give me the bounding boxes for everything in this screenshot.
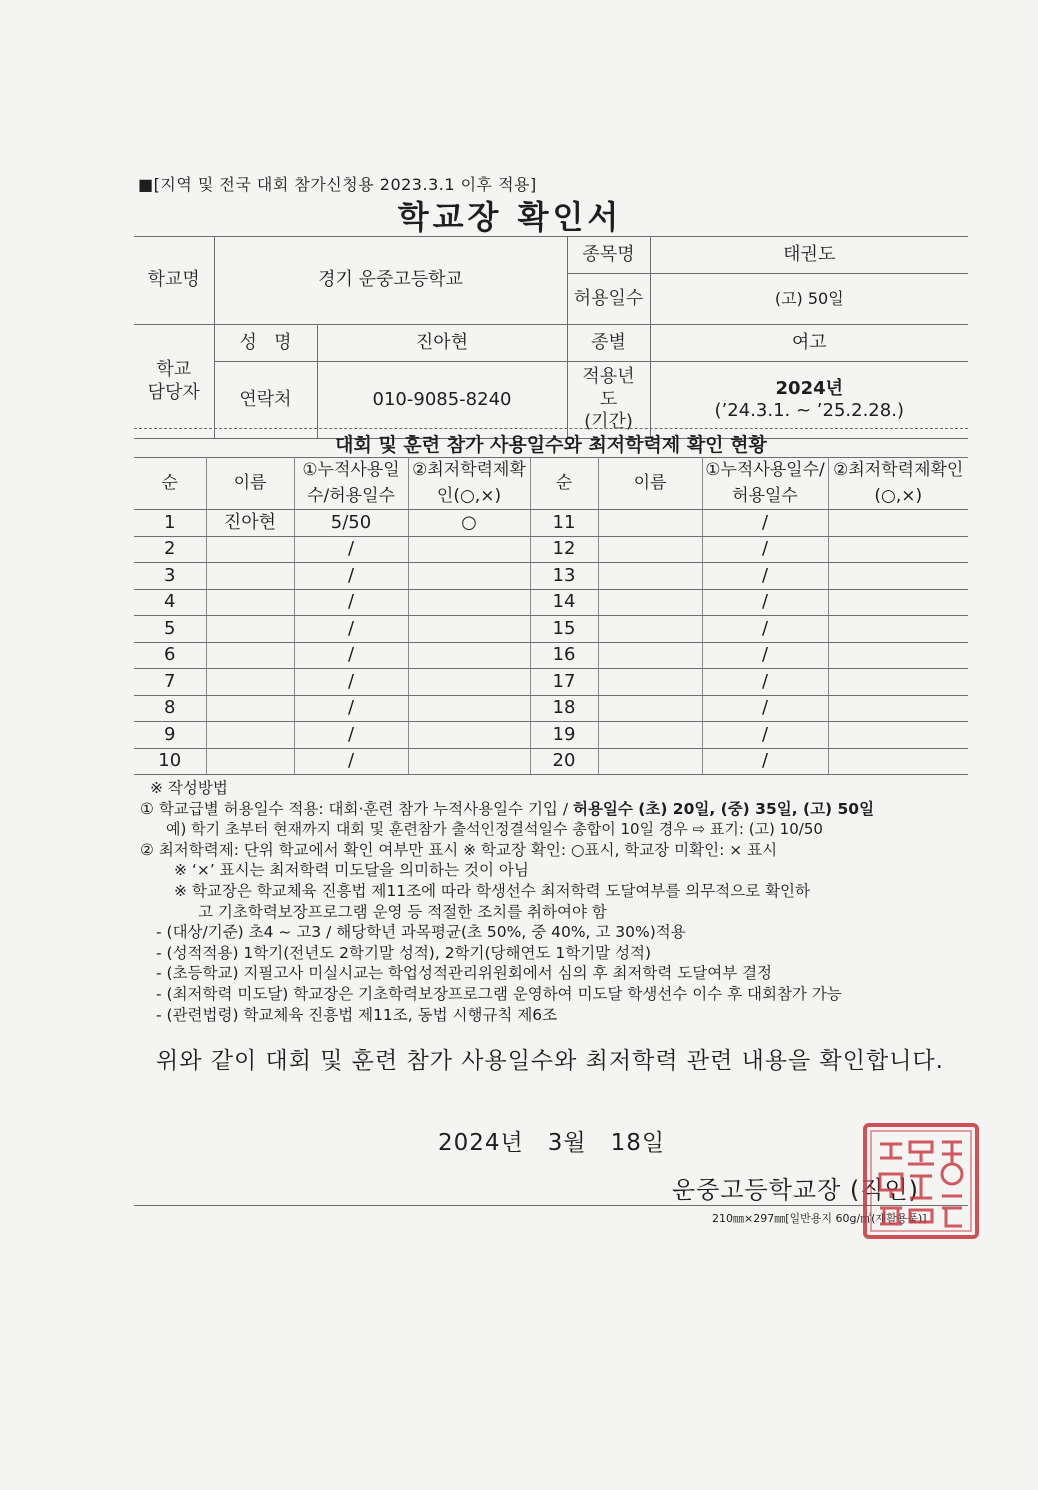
row-days: / <box>294 563 408 590</box>
row-check <box>408 536 530 563</box>
row-check <box>828 642 968 669</box>
row-check <box>828 669 968 696</box>
row-name <box>598 695 702 722</box>
participation-grid <box>134 457 968 775</box>
row-no: 10 <box>134 748 206 775</box>
row-check <box>828 722 968 749</box>
table-row <box>134 748 968 775</box>
row-name <box>598 589 702 616</box>
gender-label: 종별 <box>567 325 650 362</box>
table-row <box>134 642 968 669</box>
detail-3: - (초등학교) 지필고사 미실시교는 학업성적관리위원회에서 심의 후 최저학력 도달여부 결정 <box>156 964 773 983</box>
row-days: / <box>294 536 408 563</box>
form-header-note: ■[지역 및 전국 대회 참가신청용 2023.3.1 이후 적용] <box>138 175 537 194</box>
table-row <box>134 589 968 616</box>
row-days: / <box>702 536 828 563</box>
row-days: / <box>702 616 828 643</box>
period-value <box>650 362 968 439</box>
official-seal-stamp <box>862 1122 980 1240</box>
row-check <box>828 695 968 722</box>
row-days: / <box>702 563 828 590</box>
row-days: 5/50 <box>294 510 408 537</box>
row-check <box>828 510 968 537</box>
row-check <box>408 748 530 775</box>
school-label: 학교명 <box>134 237 214 325</box>
header-name-right: 이름 <box>598 458 702 510</box>
row-name <box>206 616 294 643</box>
row-days: / <box>294 589 408 616</box>
row-name <box>598 510 702 537</box>
row-days: / <box>702 748 828 775</box>
row-no: 1 <box>134 510 206 537</box>
row-check <box>408 589 530 616</box>
row-days: / <box>702 669 828 696</box>
row-days: / <box>702 722 828 749</box>
section-title: 대회 및 훈련 참가 사용일수와 최저학력제 확인 현황 <box>134 428 968 457</box>
row-check <box>408 642 530 669</box>
note-2a: ※ ‘×’ 표시는 최저학력 미도달을 의미하는 것이 아님 <box>174 861 529 880</box>
period-year: 2024년 <box>775 377 844 399</box>
row-check <box>828 563 968 590</box>
row-days: / <box>702 589 828 616</box>
contact-label: 연락처 <box>214 362 317 439</box>
table-row <box>134 510 968 537</box>
allowed-days-value: (고) 50일 <box>650 274 968 325</box>
row-days: / <box>294 642 408 669</box>
row-no: 16 <box>530 642 598 669</box>
bottom-divider <box>134 1205 968 1206</box>
row-no: 5 <box>134 616 206 643</box>
closing-statement: 위와 같이 대회 및 훈련 참가 사용일수와 최저학력 관련 내용을 확인합니다. <box>156 1048 944 1074</box>
info-table <box>134 236 968 439</box>
row-check <box>408 669 530 696</box>
period-label: 적용년도 (기간) <box>567 362 650 439</box>
row-check <box>828 536 968 563</box>
detail-2: - (성적적용) 1학기(전년도 2학기말 성적), 2학기(당해연도 1학기말 성적) <box>156 943 652 962</box>
table-row <box>134 563 968 590</box>
row-check <box>408 616 530 643</box>
table-row <box>134 616 968 643</box>
note-1-allowed-days: 허용일수 (초) 20일, (중) 35일, (고) 50일 <box>572 799 875 818</box>
event-label: 종목명 <box>567 237 650 274</box>
school-value: 경기 운중고등학교 <box>214 237 567 325</box>
row-no: 2 <box>134 536 206 563</box>
row-check <box>408 722 530 749</box>
date-year: 2024년 <box>438 1130 524 1156</box>
row-no: 15 <box>530 616 598 643</box>
row-days: / <box>294 722 408 749</box>
allowed-days-label: 허용일수 <box>567 274 650 325</box>
row-no: 18 <box>530 695 598 722</box>
manager-name-value: 진아현 <box>317 325 567 362</box>
detail-5: - (관련법령) 학교체육 진흥법 제11조, 동법 시행규칙 제6조 <box>156 1005 558 1024</box>
instructions <box>140 778 970 1025</box>
table-row <box>134 669 968 696</box>
detail-1: - (대상/기준) 초4 ~ 고3 / 해당학년 과목평균(초 50%, 중 40%, 고 30%)적용 <box>156 923 686 942</box>
row-check <box>408 563 530 590</box>
row-name <box>206 669 294 696</box>
contact-value: 010-9085-8240 <box>317 362 567 439</box>
note-1 <box>140 799 970 820</box>
issue-date <box>438 1124 689 1157</box>
note-2b: ※ 학교장은 학교체육 진흥법 제11조에 따라 학생선수 최저학력 도달여부를 의무적으로 확인하 <box>174 881 810 900</box>
note-1-text: ① 학교급별 허용일수 적용: 대회·훈련 참가 누적사용일수 기입 / <box>140 799 573 818</box>
row-days: / <box>702 642 828 669</box>
row-no: 6 <box>134 642 206 669</box>
header-days-left: ①누적사용일수/허용일수 <box>294 458 408 510</box>
row-no: 9 <box>134 722 206 749</box>
detail-4: - (최저학력 미도달) 학교장은 기초학력보장프로그램 운영하여 미도달 학생선수 이수 후 대회참가 가능 <box>156 984 842 1003</box>
row-check <box>828 616 968 643</box>
row-name <box>598 536 702 563</box>
row-days: / <box>294 616 408 643</box>
row-days: / <box>294 695 408 722</box>
row-no: 8 <box>134 695 206 722</box>
row-name <box>598 722 702 749</box>
row-no: 7 <box>134 669 206 696</box>
row-name <box>598 669 702 696</box>
row-no: 4 <box>134 589 206 616</box>
row-name <box>206 695 294 722</box>
row-name <box>598 563 702 590</box>
period-range: (’24.3.1. ~ ’25.2.28.) <box>714 400 904 421</box>
signer: 운중고등학교장 (직인) <box>672 1176 920 1204</box>
row-no: 11 <box>530 510 598 537</box>
gender-value: 여고 <box>650 325 968 362</box>
table-row <box>134 536 968 563</box>
row-name <box>598 616 702 643</box>
note-2: ② 최저학력제: 단위 학교에서 확인 여부만 표시 ※ 학교장 확인: ○표시, 학교장 미확인: × 표시 <box>140 840 778 859</box>
date-day: 18일 <box>610 1130 666 1156</box>
row-check <box>408 695 530 722</box>
row-name <box>206 536 294 563</box>
row-no: 12 <box>530 536 598 563</box>
row-name <box>598 642 702 669</box>
row-no: 13 <box>530 563 598 590</box>
row-no: 14 <box>530 589 598 616</box>
note-2c: 고 기초학력보장프로그램 운영 등 적절한 조치를 취하여야 함 <box>198 902 607 921</box>
row-name <box>206 748 294 775</box>
event-value: 태권도 <box>650 237 968 274</box>
header-check-right: ②최저학력제확인(○,×) <box>828 458 968 510</box>
row-no: 17 <box>530 669 598 696</box>
header-no-left: 순 <box>134 458 206 510</box>
header-name-left: 이름 <box>206 458 294 510</box>
row-name <box>598 748 702 775</box>
row-days: / <box>702 510 828 537</box>
header-no-right: 순 <box>530 458 598 510</box>
row-no: 19 <box>530 722 598 749</box>
row-days: / <box>294 748 408 775</box>
document-title <box>0 192 1038 238</box>
row-check: ○ <box>408 510 530 537</box>
row-name <box>206 589 294 616</box>
row-check <box>828 589 968 616</box>
row-check <box>828 748 968 775</box>
paper-spec: 210㎜×297㎜[일반용지 60g/㎡(재활용품)] <box>712 1212 927 1225</box>
row-days: / <box>702 695 828 722</box>
row-name <box>206 722 294 749</box>
name-label: 성 명 <box>214 325 317 362</box>
date-month: 3월 <box>547 1130 587 1156</box>
header-days-right: ①누적사용일수/허용일수 <box>702 458 828 510</box>
manager-label: 학교 담당자 <box>134 325 214 439</box>
document-title-text: 학교장 확인서 <box>397 198 623 236</box>
row-no: 20 <box>530 748 598 775</box>
row-days: / <box>294 669 408 696</box>
notes-heading: ※ 작성방법 <box>150 779 228 797</box>
row-name <box>206 642 294 669</box>
table-row <box>134 722 968 749</box>
table-row <box>134 695 968 722</box>
row-name <box>206 563 294 590</box>
header-check-left: ②최저학력제확인(○,×) <box>408 458 530 510</box>
note-1-example: 예) 학기 초부터 현재까지 대회 및 훈련참가 출석인정결석일수 총합이 10일 경우 ⇨ 표기: (고) 10/50 <box>166 820 823 839</box>
row-no: 3 <box>134 563 206 590</box>
row-name: 진아현 <box>206 510 294 537</box>
